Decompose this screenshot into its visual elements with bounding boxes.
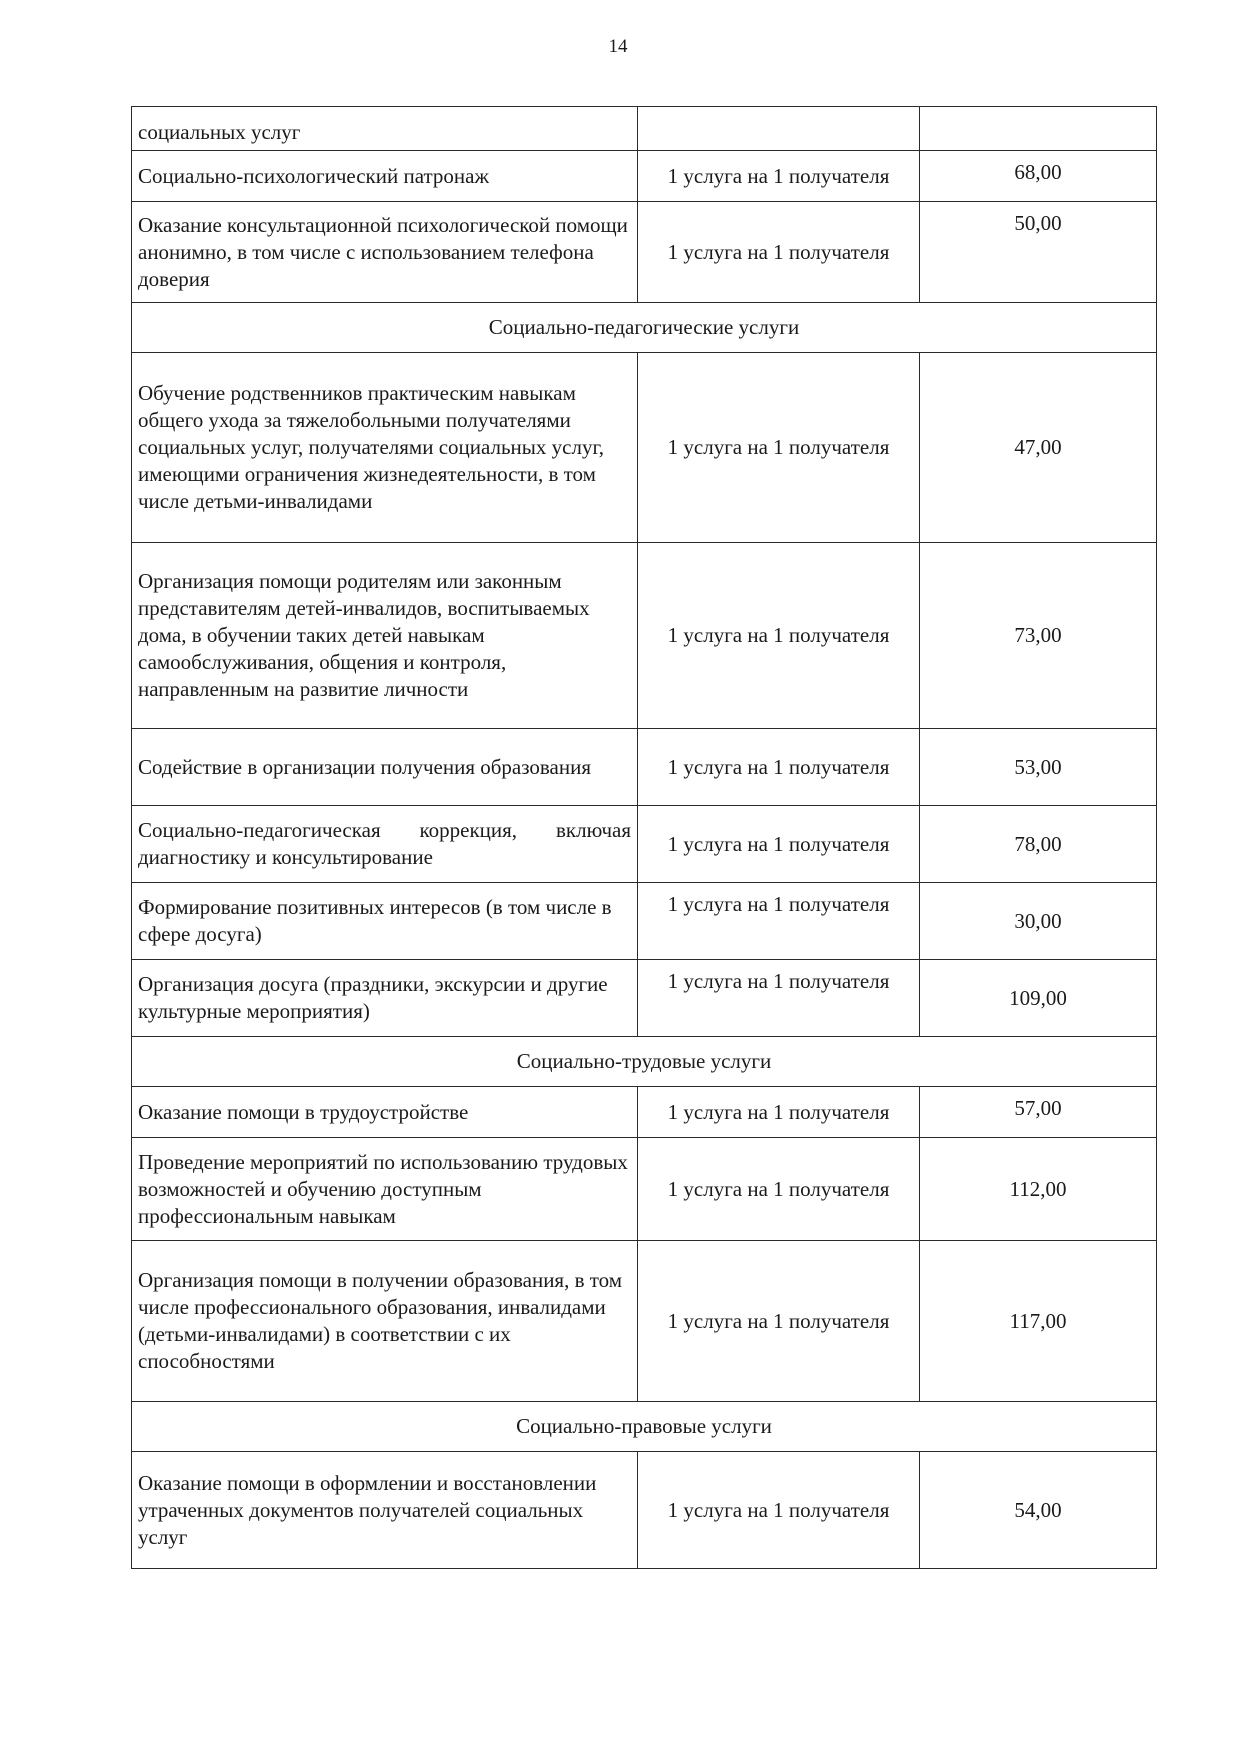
section-header-row <box>132 303 1157 353</box>
section-header-row <box>132 1037 1157 1087</box>
service-name: Организация помощи в получении образования, в том числе профессионального образования, инвалидами (детьми-инвалидами) в соответствии с их способностями <box>132 1241 638 1402</box>
service-price: 117,00 <box>920 1241 1157 1402</box>
service-price: 112,00 <box>920 1138 1157 1241</box>
service-unit: 1 услуга на 1 получателя <box>638 543 920 729</box>
service-unit: 1 услуга на 1 получателя <box>638 1241 920 1402</box>
table-row <box>132 1241 1157 1402</box>
service-name: Содействие в организации получения образования <box>132 729 638 806</box>
table-row <box>132 107 1157 151</box>
table-row <box>132 729 1157 806</box>
service-unit: 1 услуга на 1 получателя <box>638 1087 920 1138</box>
service-price <box>920 107 1157 151</box>
page-number: 14 <box>608 36 628 57</box>
service-unit <box>638 107 920 151</box>
service-unit: 1 услуга на 1 получателя <box>638 1138 920 1241</box>
service-price: 30,00 <box>920 883 1157 960</box>
section-title: Социально-трудовые услуги <box>132 1037 1157 1087</box>
service-price: 57,00 <box>920 1087 1157 1138</box>
service-name: Проведение мероприятий по использованию трудовых возможностей и обучению доступным профессиональным навыкам <box>132 1138 638 1241</box>
service-unit: 1 услуга на 1 получателя <box>638 202 920 303</box>
table-row <box>132 353 1157 543</box>
table-row <box>132 1087 1157 1138</box>
section-header-row <box>132 1402 1157 1452</box>
services-table <box>131 106 1157 1569</box>
service-price: 78,00 <box>920 806 1157 883</box>
service-unit: 1 услуга на 1 получателя <box>638 729 920 806</box>
service-name: социальных услуг <box>132 107 638 151</box>
service-name: Организация помощи родителям или законным представителям детей-инвалидов, воспитываемых дома, в обучении таких детей навыкам самообслуживания, общения и контроля, направленным на развитие личности <box>132 543 638 729</box>
table-body <box>132 107 1157 1569</box>
service-name: Оказание консультационной психологической помощи анонимно, в том числе с использованием телефона доверия <box>132 202 638 303</box>
table-row <box>132 806 1157 883</box>
service-unit: 1 услуга на 1 получателя <box>638 151 920 202</box>
table-row <box>132 543 1157 729</box>
service-price: 50,00 <box>920 202 1157 303</box>
service-name: Оказание помощи в оформлении и восстановлении утраченных документов получателей социальных услуг <box>132 1452 638 1569</box>
service-unit: 1 услуга на 1 получателя <box>638 1452 920 1569</box>
service-price: 47,00 <box>920 353 1157 543</box>
service-price: 68,00 <box>920 151 1157 202</box>
service-name: Социально-педагогическая коррекция, включая диагностику и консультирование <box>132 806 638 883</box>
table-row <box>132 960 1157 1037</box>
table-row <box>132 202 1157 303</box>
service-name: Организация досуга (праздники, экскурсии и другие культурные мероприятия) <box>132 960 638 1037</box>
service-name: Оказание помощи в трудоустройстве <box>132 1087 638 1138</box>
service-name: Обучение родственников практическим навыкам общего ухода за тяжелобольными получателями социальных услуг, получателями социальных услуг, имеющими ограничения жизнедеятельности, в том числе детьми-инвалидами <box>132 353 638 543</box>
table-row <box>132 1452 1157 1569</box>
service-name: Социально-психологический патронаж <box>132 151 638 202</box>
service-price: 53,00 <box>920 729 1157 806</box>
service-unit: 1 услуга на 1 получателя <box>638 883 920 960</box>
service-unit: 1 услуга на 1 получателя <box>638 353 920 543</box>
service-price: 73,00 <box>920 543 1157 729</box>
section-title: Социально-правовые услуги <box>132 1402 1157 1452</box>
service-unit: 1 услуга на 1 получателя <box>638 806 920 883</box>
service-name: Формирование позитивных интересов (в том числе в сфере досуга) <box>132 883 638 960</box>
table-row <box>132 883 1157 960</box>
table-row <box>132 151 1157 202</box>
table-row <box>132 1138 1157 1241</box>
service-price: 54,00 <box>920 1452 1157 1569</box>
service-price: 109,00 <box>920 960 1157 1037</box>
section-title: Социально-педагогические услуги <box>132 303 1157 353</box>
service-unit: 1 услуга на 1 получателя <box>638 960 920 1037</box>
